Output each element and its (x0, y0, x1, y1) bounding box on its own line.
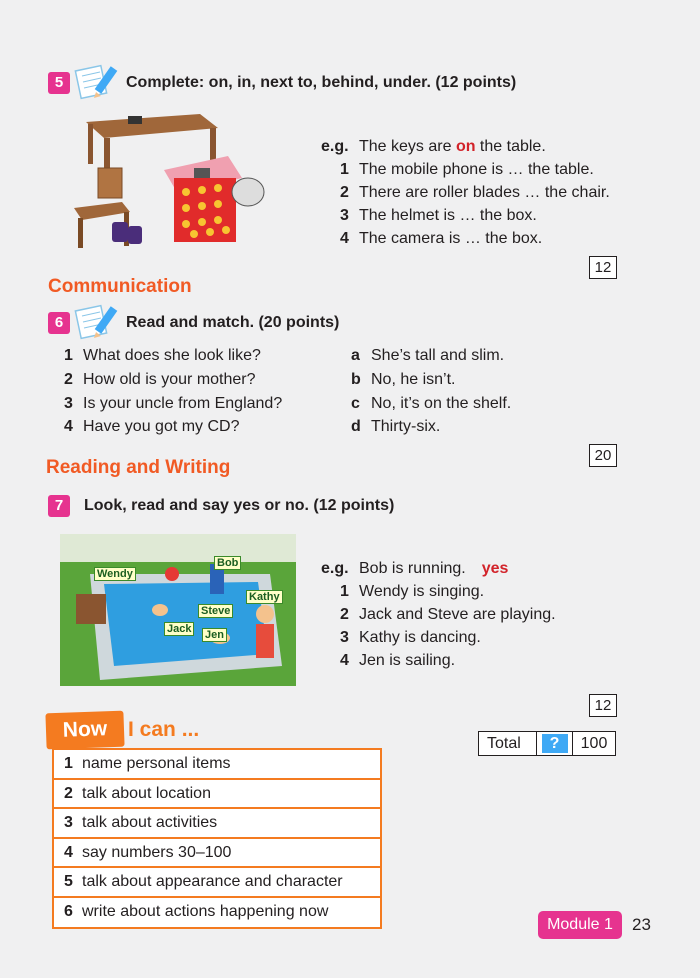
ex5-example (321, 138, 546, 156)
ex7-score-box: 12 (589, 694, 617, 717)
ex6-question-number: 2 (64, 371, 73, 388)
label-bob: Bob (214, 556, 241, 570)
label-steve: Steve (198, 604, 233, 618)
ex7-item-1 (340, 583, 484, 601)
ex6-answer-text: No, it’s on the shelf. (371, 395, 512, 412)
total-question-icon (537, 732, 573, 755)
reading-writing-heading: Reading and Writing (46, 457, 231, 478)
can-item (54, 839, 380, 869)
can-item-text: write about actions happening now (82, 902, 329, 920)
ex6-answer-text: No, he isn’t. (371, 371, 456, 388)
ex7-item-2 (340, 606, 556, 624)
ex6-question-text: What does she look like? (83, 347, 261, 364)
ex7-example (321, 560, 508, 578)
ex5-item-number: 1 (340, 161, 349, 178)
can-item-number: 6 (64, 902, 73, 920)
pool-picture (60, 534, 296, 686)
now-i-can-badge: Now (45, 711, 124, 750)
communication-heading: Communication (48, 276, 192, 297)
exercise-5-number: 5 (48, 72, 70, 94)
ex7-item-4 (340, 652, 455, 670)
pool-scene (60, 534, 296, 686)
can-item-text: say numbers 30–100 (82, 843, 232, 861)
ex5-score-box: 12 (589, 256, 617, 279)
ex6-answer-letter: a (351, 347, 360, 364)
ex5-item-number: 4 (340, 230, 349, 247)
ex6-answer-c (351, 395, 511, 413)
ex6-answer-text: She’s tall and slim. (371, 347, 505, 364)
can-item-number: 4 (64, 843, 73, 861)
can-item (54, 809, 380, 839)
ex7-example-answer: yes (481, 560, 509, 577)
ex5-example-prefix: e.g. (321, 138, 349, 155)
ex7-item-text: Kathy is dancing. (359, 629, 481, 646)
writing-pencil-icon (72, 62, 124, 100)
can-item-text: talk about location (82, 784, 211, 802)
ex7-item-number: 2 (340, 606, 349, 623)
ex6-question-number: 3 (64, 395, 73, 412)
ex7-item-number: 1 (340, 583, 349, 600)
ex6-question-number: 4 (64, 418, 73, 435)
ex5-example-answer: on (455, 138, 476, 155)
ex7-item-text: Wendy is singing. (359, 583, 485, 600)
ex6-question-text: Is your uncle from England? (83, 395, 283, 412)
can-item-text: talk about activities (82, 814, 218, 831)
ex6-question-text: Have you got my CD? (83, 418, 240, 435)
ex6-answer-d (351, 418, 440, 436)
can-item (54, 780, 380, 810)
location-picture (68, 108, 274, 250)
can-item-number: 3 (64, 814, 73, 831)
can-item-number: 1 (64, 755, 73, 772)
total-label: Total (479, 732, 537, 755)
ex6-answer-b (351, 371, 455, 389)
can-item (54, 750, 380, 780)
total-score (478, 731, 616, 756)
exercise-6-title: Read and match. (20 points) (126, 314, 340, 331)
ex7-item-number: 3 (340, 629, 349, 646)
ex6-question-3 (64, 395, 282, 413)
question-mark-icon: ? (542, 734, 568, 753)
ex5-item-text: The camera is … the box. (359, 230, 543, 247)
ex6-question-text: How old is your mother? (83, 371, 256, 388)
can-item-text: talk about appearance and character (82, 873, 343, 890)
exercise-6-number: 6 (48, 312, 70, 334)
ex6-answer-letter: d (351, 418, 361, 435)
can-item-number: 5 (64, 873, 73, 890)
ex6-answer-letter: c (351, 395, 360, 412)
ex6-question-number: 1 (64, 347, 73, 364)
now-i-can-list (52, 748, 382, 929)
label-jen: Jen (202, 628, 227, 642)
ex7-item-3 (340, 629, 481, 647)
ex5-item-number: 3 (340, 207, 349, 224)
ex7-example-text: Bob is running. (359, 560, 466, 577)
ex7-item-text: Jack and Steve are playing. (359, 606, 556, 623)
ex6-score-box: 20 (589, 444, 617, 467)
ex6-question-2 (64, 371, 256, 389)
total-max: 100 (580, 735, 608, 752)
can-item-text: name personal items (82, 755, 231, 772)
ex7-example-prefix: e.g. (321, 560, 349, 577)
can-item-number: 2 (64, 784, 73, 802)
ex6-question-1 (64, 347, 261, 365)
exercise-7-title: Look, read and say yes or no. (12 points) (84, 497, 395, 514)
can-item (54, 868, 380, 898)
ex5-item-text: The mobile phone is … the table. (359, 161, 594, 178)
ex7-item-text: Jen is sailing. (359, 652, 456, 669)
ex5-item-text: The helmet is … the box. (359, 207, 537, 224)
exercise-5-title: Complete: on, in, next to, behind, under. (12 points) (126, 74, 517, 91)
page-number: 23 (632, 915, 651, 934)
ex6-answer-letter: b (351, 371, 361, 388)
label-kathy: Kathy (246, 590, 283, 604)
writing-pencil-icon (72, 302, 124, 340)
can-item (54, 898, 380, 928)
ex6-question-4 (64, 418, 240, 436)
ex5-example-before: The keys are (359, 138, 456, 155)
label-jack: Jack (164, 622, 194, 636)
ex5-item-1 (340, 161, 594, 179)
label-wendy: Wendy (94, 567, 136, 581)
exercise-7-number: 7 (48, 495, 70, 517)
ex5-item-3 (340, 207, 537, 225)
ex5-item-4 (340, 230, 542, 248)
now-i-can-title: I can ... (128, 718, 200, 741)
ex7-item-number: 4 (340, 652, 349, 669)
ex6-answer-text: Thirty-six. (371, 418, 441, 435)
ex6-answer-a (351, 347, 504, 365)
ex5-example-after: the table. (475, 138, 546, 155)
module-badge: Module 1 (538, 911, 622, 939)
ex5-item-2 (340, 184, 610, 202)
ex5-item-number: 2 (340, 184, 349, 201)
ex5-item-text: There are roller blades … the chair. (359, 184, 610, 201)
